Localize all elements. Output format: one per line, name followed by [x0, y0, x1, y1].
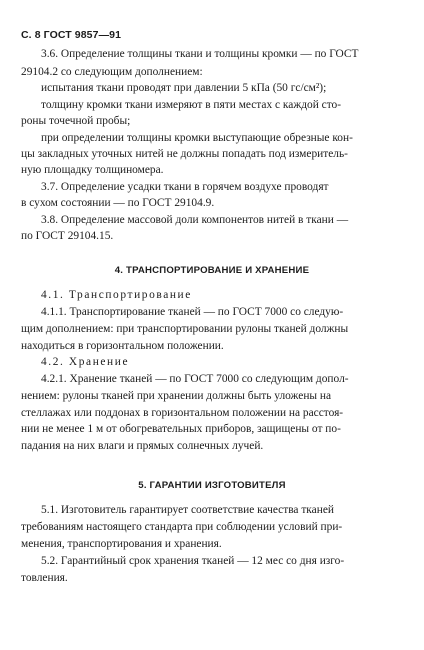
- text-line: находиться в горизонтальном положении.: [21, 340, 224, 352]
- subsection-title: 4.2. Хранение: [41, 356, 130, 368]
- section-heading-transport: 4. ТРАНСПОРТИРОВАНИЕ И ХРАНЕНИЕ: [114, 265, 310, 276]
- text-line: 3.7. Определение усадки ткани в горячем воздухе проводят: [41, 181, 329, 193]
- text-line: толщину кромки ткани измеряют в пяти местах с каждой сто-: [41, 99, 342, 111]
- text-line: по ГОСТ 29104.15.: [21, 230, 114, 242]
- text-line: требованиям настоящего стандарта при соблюдении условий при-: [21, 521, 343, 533]
- text-line: нением: рулоны тканей при хранении должны быть уложены на: [21, 390, 332, 402]
- text-line: 29104.2 со следующим дополнением:: [21, 66, 203, 78]
- section-heading-guarantee: 5. ГАРАНТИИ ИЗГОТОВИТЕЛЯ: [138, 480, 286, 491]
- text-line: 5.1. Изготовитель гарантирует соответствие качества тканей: [41, 504, 334, 516]
- text-line: в сухом состоянии — по ГОСТ 29104.9.: [21, 197, 215, 209]
- text-line: ную площадку толщиномера.: [21, 164, 164, 176]
- text-line: менения, транспортирования и хранения.: [21, 538, 222, 550]
- text-line: 4.1.1. Транспортирование тканей — по ГОСТ 7000 со следую-: [41, 306, 344, 318]
- text-line: нии не менее 1 м от обогревательных приборов, защищены от по-: [21, 423, 341, 435]
- text-line: испытания ткани проводят при давлении 5 кПа (50 гс/см²);: [41, 82, 327, 94]
- text-line: падания на них влаги и прямых солнечных лучей.: [21, 440, 264, 452]
- text-line: стеллажах или поддонах в горизонтальном положении на расстоя-: [21, 407, 344, 419]
- text-line: товления.: [21, 572, 68, 584]
- text-line: при определении толщины кромки выступающие обрезные кон-: [41, 132, 353, 144]
- text-line: цы закладных уточных нитей не должны попадать под измеритель-: [21, 148, 348, 160]
- text-line: 3.8. Определение массовой доли компонентов нитей в ткани —: [41, 214, 349, 226]
- subsection-title: 4.1. Транспортирование: [41, 289, 192, 301]
- text-line: щим дополнением: при транспортировании рулоны тканей должны: [21, 323, 349, 335]
- text-line: 3.6. Определение толщины ткани и толщины кромки — по ГОСТ: [41, 48, 359, 60]
- page-header: С. 8 ГОСТ 9857—91: [21, 29, 122, 41]
- text-line: 4.2.1. Хранение тканей — по ГОСТ 7000 со следующим допол-: [41, 373, 349, 385]
- text-line: 5.2. Гарантийный срок хранения тканей — 12 мес со дня изго-: [41, 555, 345, 567]
- text-line: роны точечной пробы;: [21, 115, 131, 127]
